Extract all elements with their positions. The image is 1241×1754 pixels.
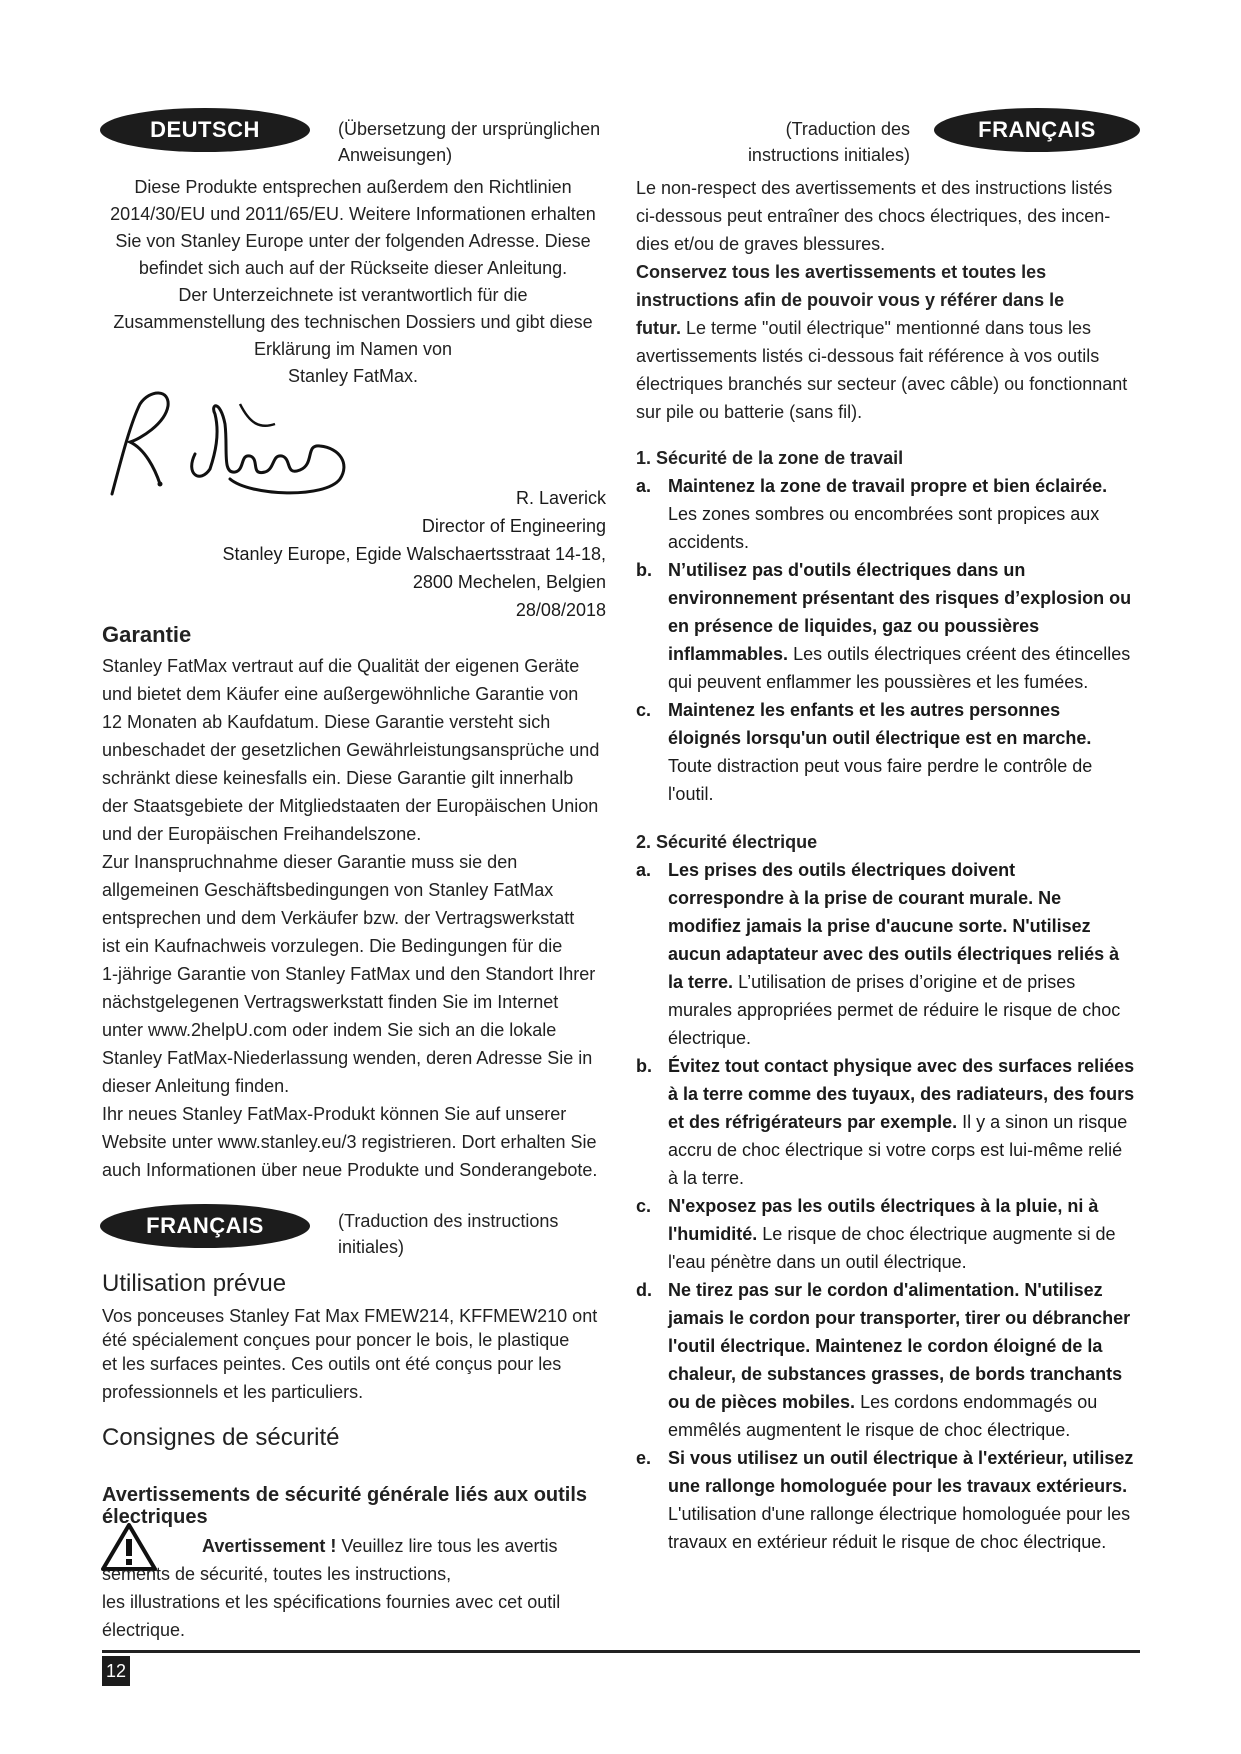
declaration-text: Diese Produkte entsprechen außerdem den Richtlinien 2014/30/EU und 2011/65/EU. Weitere Informationen erhalten Sie von Stanley Europe unter der folgenden Adresse. Diese befindet sich auch auf der Rückseite dieser Anleitung. Der Unterzeichnete ist verantwortlich für die Zusammenstellung des technischen Dossiers und gibt diese Erklärung im Namen von Stanley FatMax.	[110, 177, 596, 386]
translation-note-francais-right: (Traduction des instructions initiales)	[747, 119, 910, 165]
garantie-text: Stanley FatMax vertraut auf die Qualität der eigenen Geräte und bietet dem Käufer eine außergewöhnliche Garantie von 12 Monaten ab Kaufdatum. Diese Garantie versteht sich unbeschadet der gesetzlichen Gewährleistungsansprüche und schränkt diese keinesfalls ein. Diese Garantie gilt innerhalb der Staatsgebiete der Mitgliedstaaten der Europäischen Union und der Europäischen Freihandelszone. Zur Inanspruchnahme dieser Garantie muss sie den allgemeinen Geschäftsbedingungen von Stanley FatMax entsprechen und dem Verkäufer bzw. der Vertragswerkstatt ist ein Kaufnachweis vorzulegen. Die Bedingungen für die 1-jährige Garantie von Stanley FatMax und den Standort Ihrer nächstgelegenen Vertragswerkstatt finden Sie im Internet unter www.2helpU.com oder indem Sie sich an die lokale Stanley FatMax-Niederlassung wenden, deren Adresse Sie in dieser Anleitung finden. Ihr neues Stanley FatMax-Produkt können Sie auf unserer Website unter www.stanley.eu/3 registrieren. Dort erhalten Sie auch Informationen über neue Produkte und Sonderangebote.	[102, 656, 600, 1180]
signatory-title: Director of Engineering	[421, 516, 606, 536]
list-item-1c: c. Maintenez les enfants et les autres personnes éloignés lorsqu'un outil électrique est en marche. Toute distraction peut vous faire perdre le contrôle de l'outil.	[636, 700, 1093, 804]
list-item-2e: e. Si vous utilisez un outil électrique à l'extérieur, utilisez une rallonge homologuée pour les travaux extérieurs. L'utilisation d'une rallonge électrique homologuée pour les travaux en extérieur réduit le risque de choc électrique.	[636, 1448, 1134, 1552]
avertissement-label: Avertissement !	[202, 1536, 337, 1556]
list-item-2d: d. Ne tirez pas sur le cordon d'alimentation. N'utilisez jamais le cordon pour transporter, tirer ou débrancher l'outil électrique. Maintenez le cordon éloigné de la chaleur, de substances grasses, de bords tranchants ou de pièces mobiles. Les cordons endommagés ou emmêlés augmentent le risque de choc électrique.	[636, 1280, 1131, 1440]
translation-note-francais: (Traduction des instructions initiales)	[338, 1211, 559, 1257]
utilisation-heading: Utilisation prévue	[102, 1270, 287, 1297]
signatory-address: Stanley Europe, Egide Walschaertsstraat 14-18,	[222, 544, 606, 564]
avertissements-heading: Avertissements de sécurité générale liés aux outils électriques	[102, 1484, 588, 1528]
language-label: FRANÇAIS	[978, 117, 1096, 142]
signatory-block	[200, 484, 606, 624]
language-label: DEUTSCH	[150, 117, 260, 142]
avertissement-text: Avertissement ! Veuillez lire tous les avertis sements de sécurité, toutes les instructions, les illustrations et les spécifications fournies avec cet outil électrique.	[102, 1536, 561, 1640]
list-item-2c: c. N'exposez pas les outils électriques à la pluie, ni à l'humidité. Le risque de choc électrique augmente si de l'eau pénètre dans un outil électrique.	[636, 1196, 1116, 1272]
footer-rule	[102, 1650, 1140, 1653]
signatory-date: 28/08/2018	[515, 600, 606, 620]
list-item-2b: b. Évitez tout contact physique avec des surfaces reliées à la terre comme des tuyaux, des radiateurs, des fours et des réfrigérateurs par exemple. Il y a sinon un risque accru de choc électrique si votre corps est lui-même relié à la terre.	[636, 1056, 1135, 1188]
language-label: FRANÇAIS	[146, 1213, 264, 1238]
list-item-1a: a. Maintenez la zone de travail propre et bien éclairée. Les zones sombres ou encombrées sont propices aux accidents.	[636, 476, 1108, 552]
consignes-heading: Consignes de sécurité	[102, 1424, 340, 1451]
utilisation-text: Vos ponceuses Stanley Fat Max FMEW214, KFFMEW210 ont été spécialement conçues pour poncer le bois, le plastique et les surfaces peintes. Ces outils ont été conçus pour les professionnels et les particuliers.	[102, 1306, 598, 1402]
garantie-heading: Garantie	[102, 622, 192, 647]
language-badge-deutsch	[100, 108, 310, 152]
language-badge-francais-right	[934, 108, 1140, 152]
list-item-1b: b. N’utilisez pas d'outils électriques dans un environnement présentant des risques d’explosion ou en présence de liquides, gaz ou poussières inflammables. Les outils électriques créent des étincelles qui peuvent enflammer les poussières et les fumées.	[636, 560, 1132, 692]
section-heading-securite-electrique: 2. Sécurité électrique	[636, 832, 818, 852]
section-heading-zone-travail: 1. Sécurité de la zone de travail	[636, 448, 904, 468]
signatory-city: 2800 Mechelen, Belgien	[412, 572, 606, 592]
intro-text: Le non-respect des avertissements et des instructions listés ci-dessous peut entraîner des chocs électriques, des incen- dies et/ou de graves blessures. Conservez tous les avertissements et toutes les instructions afin de pouvoir vous y référer dans le futur. Le terme "outil électrique" mentionné dans tous les avertissements listés ci-dessous fait référence à vos outils électriques branchés sur secteur (avec câble) ou fonctionnant sur pile ou batterie (sans fil).	[636, 178, 1128, 422]
signatory-name: R. Laverick	[515, 488, 606, 508]
page-number: 12	[102, 1656, 130, 1686]
translation-note-deutsch: (Übersetzung der ursprünglichen Anweisungen)	[338, 119, 601, 165]
list-item-2a: a. Les prises des outils électriques doivent correspondre à la prise de courant murale. Ne modifiez jamais la prise d'aucune sorte. N'utilisez aucun adaptateur avec des outils électriques reliés à la terre. L’utilisation de prises d’origine et de prises murales appropriées permet de réduire le risque de choc électrique.	[636, 860, 1121, 1048]
language-badge-francais	[100, 1204, 310, 1248]
